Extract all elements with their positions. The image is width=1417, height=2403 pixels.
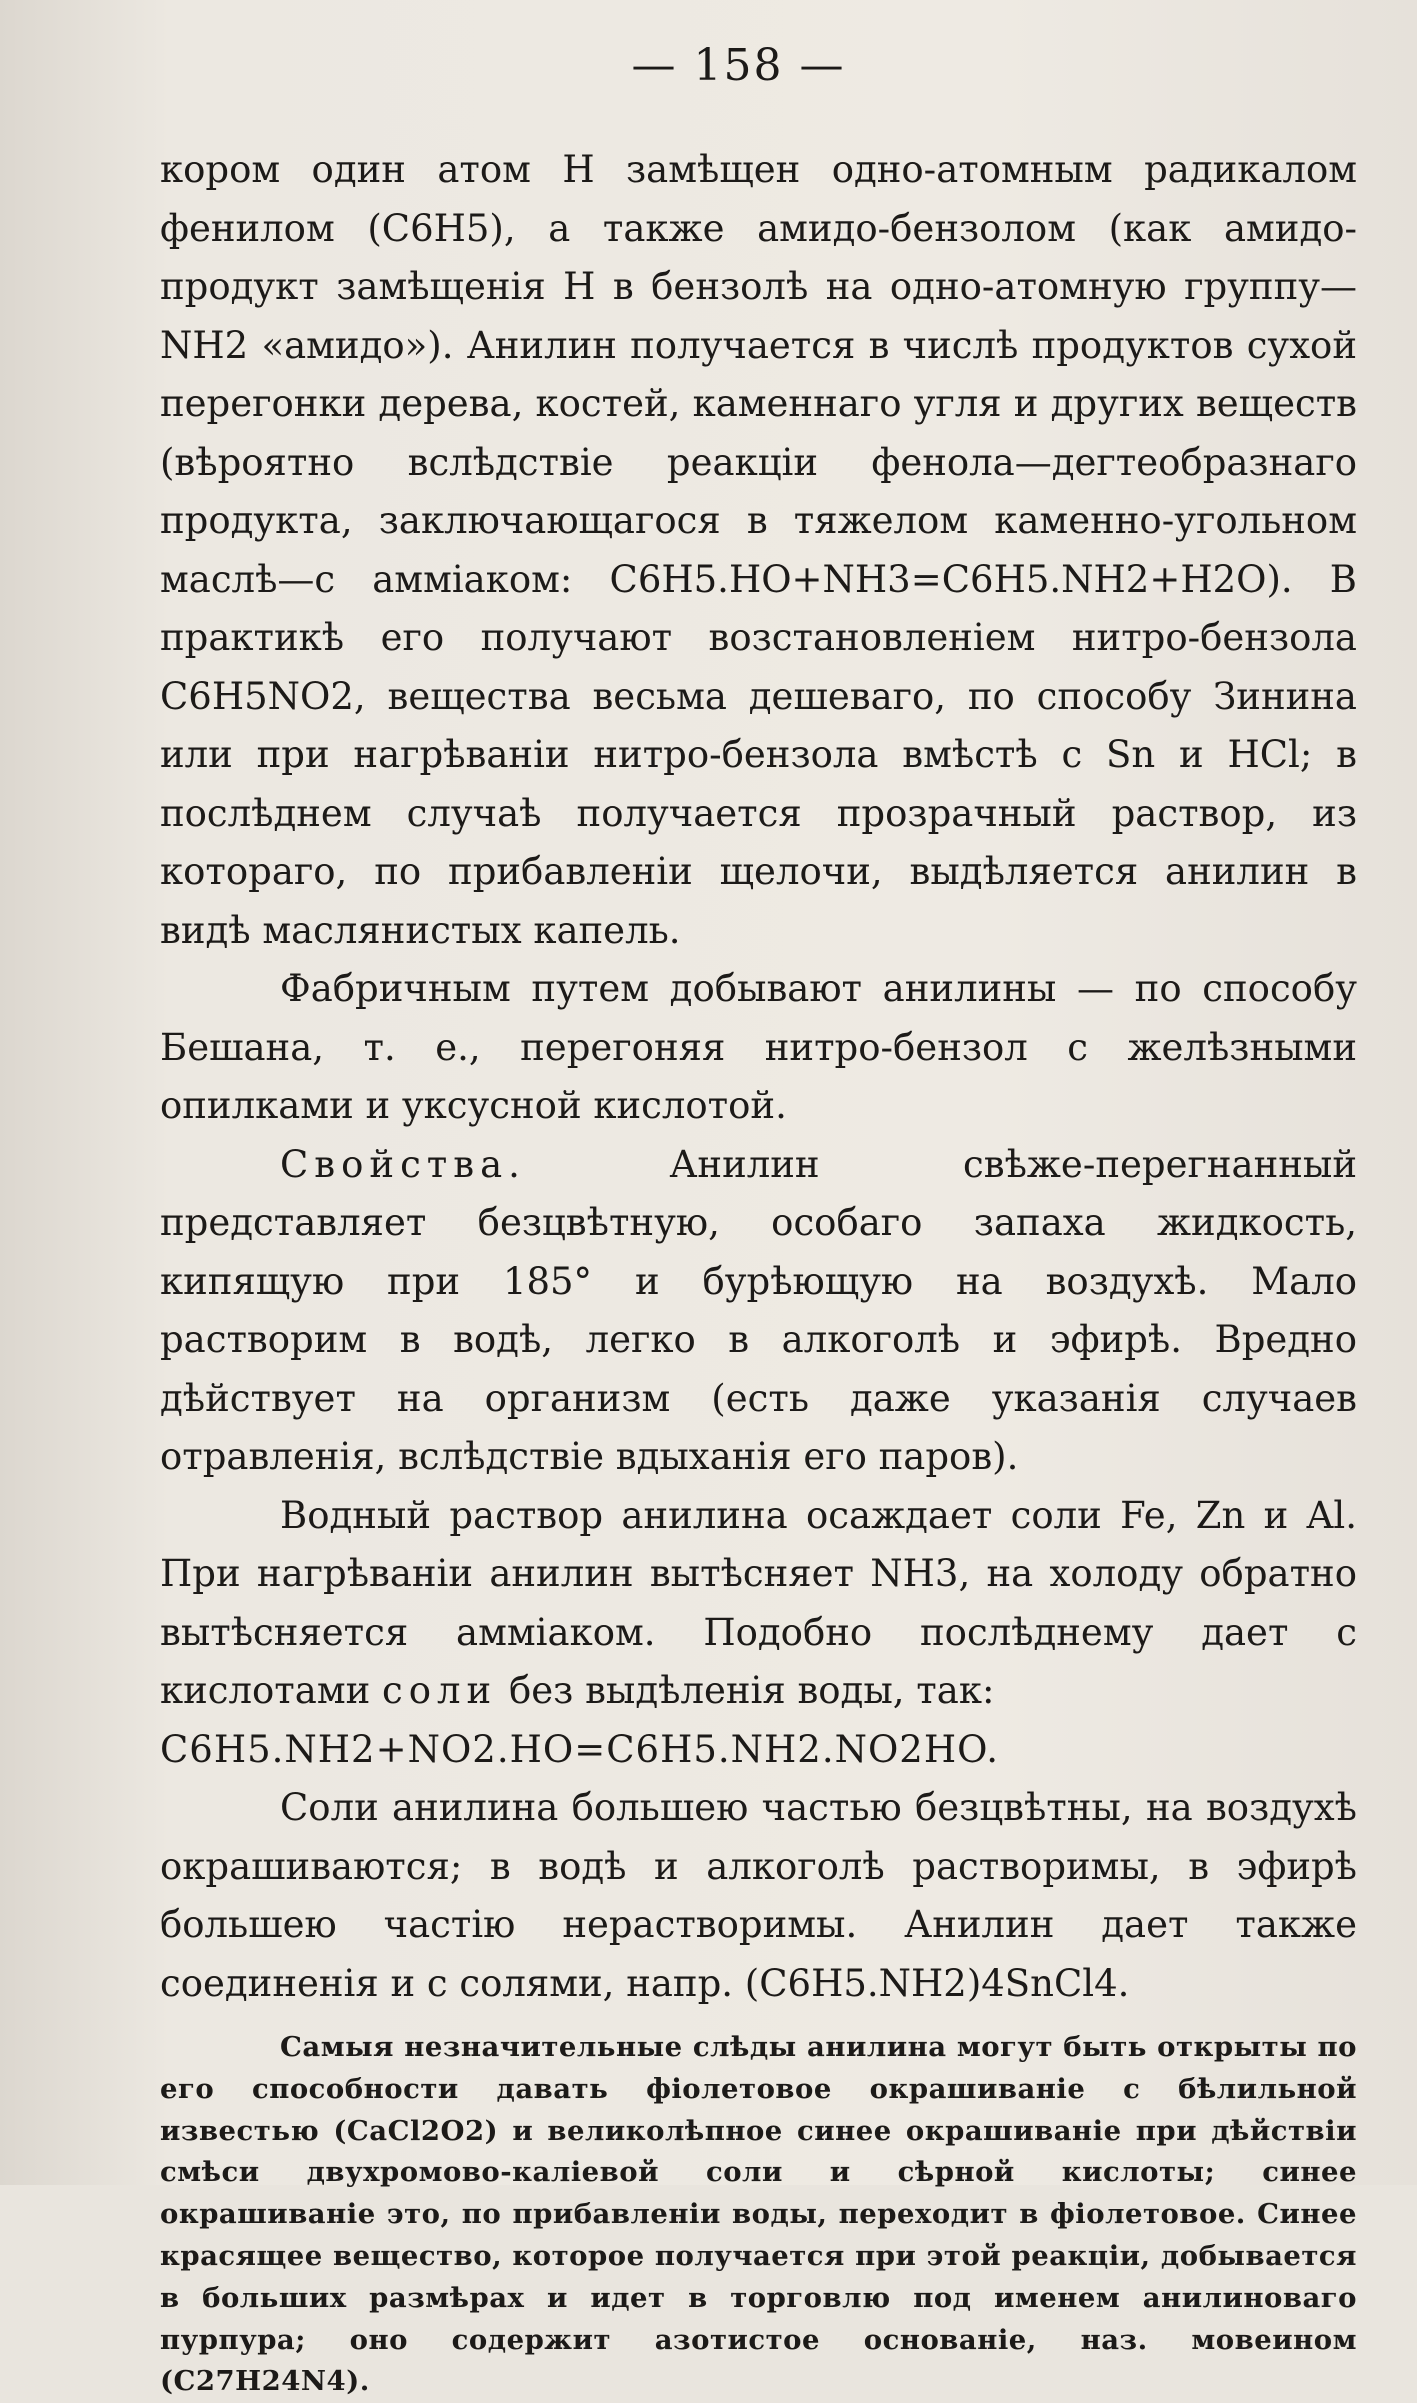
paragraph-properties xyxy=(160,1136,1357,1487)
paragraph-aniline-sources: кором один атом H замѣщен одно-атомным радикалом фенилом (C6H5), а также амидо-бензолом (как амидо-продукт замѣщенія H в бензолѣ на одно-атомную группу—NH2 «амидо»). Анилин получается в числѣ продуктов сухой перегонки дерева, костей, каменнаго угля и других веществ (вѣроятно вслѣдствіе реакціи фенола—дегтеобразнаго продукта, заключающагося в тяжелом каменно-угольном маслѣ—с амміаком: C6H5.HO+NH3=C6H5.NH2+H2O). В практикѣ его получают возстановленіем нитро-бензола C6H5NO2, вещества весьма дешеваго, по способу Зинина или при нагрѣваніи нитро-бензола вмѣстѣ с Sn и HCl; в послѣднем случаѣ получается прозрачный раствор, из котораго, по прибавленіи щелочи, выдѣляется анилин в видѣ маслянистых капель. xyxy=(160,148,1357,952)
salts-text-before: Водный раствор анилина осаждает соли Fe, Zn и Al. При нагрѣваніи анилин вытѣсняет NH3, на холоду обратно вытѣсняется амміаком. Подобно послѣднему дает с кислотами xyxy=(160,1493,1357,1712)
properties-heading: Свойства. xyxy=(280,1142,526,1186)
salts-spaced-word: соли xyxy=(382,1669,498,1712)
properties-text: Анилин свѣже-перегнанный представляет безцвѣтную, особаго запаха жидкость, кипящую при 185° и бурѣющую на воздухѣ. Мало растворим в водѣ, легко в алкоголѣ и эфирѣ. Вредно дѣйствует на организм (есть даже указанія случаев отравленія, вслѣдствіе вдыханія его паров). xyxy=(160,1142,1357,1478)
small-print-paragraph: Самыя незначительные слѣды анилина могут быть открыты по его способности давать фіолетовое окрашиваніе с бѣлильной известью (CaCl2O2) и великолѣпное синее окрашиваніе при дѣйствіи смѣси двухромово-каліевой соли и сѣрной кислоты; синее окрашиваніе это, по прибавленіи воды, переходит в фіолетовое. Синее красящее вещество, которое получается при этой реакціи, добывается в больших размѣрах и идет в торговлю под именем анилиноваго пурпура; оно содержит азотистое основаніе, наз. мовеином (C27H24N4). xyxy=(160,2031,1357,2398)
salts-text-after: без выдѣленія воды, так: xyxy=(508,1669,995,1712)
reaction-formula: C6H5.NH2+NO2.HO=C6H5.NH2.NO2HO. xyxy=(160,1727,1000,1771)
page-number: — 158 — xyxy=(631,40,846,91)
small-print-note xyxy=(160,2027,1357,2403)
paragraph-factory-method: Фабричным путем добывают анилины — по способу Бешана, т. е., перегоняя нитро-бензол с желѣзными опилками и уксусной кислотой. xyxy=(160,967,1357,1127)
main-text xyxy=(160,141,1357,2013)
paragraph-salts xyxy=(160,1487,1357,1721)
paragraph-salts-2: Соли анилина большею частью безцвѣтны, на воздухѣ окрашиваются; в водѣ и алкоголѣ растворимы, в эфирѣ большею частію нерастворимы. Анилин дает также соединенія и с солями, напр. (C6H5.NH2)4SnCl4. xyxy=(160,1786,1357,2005)
